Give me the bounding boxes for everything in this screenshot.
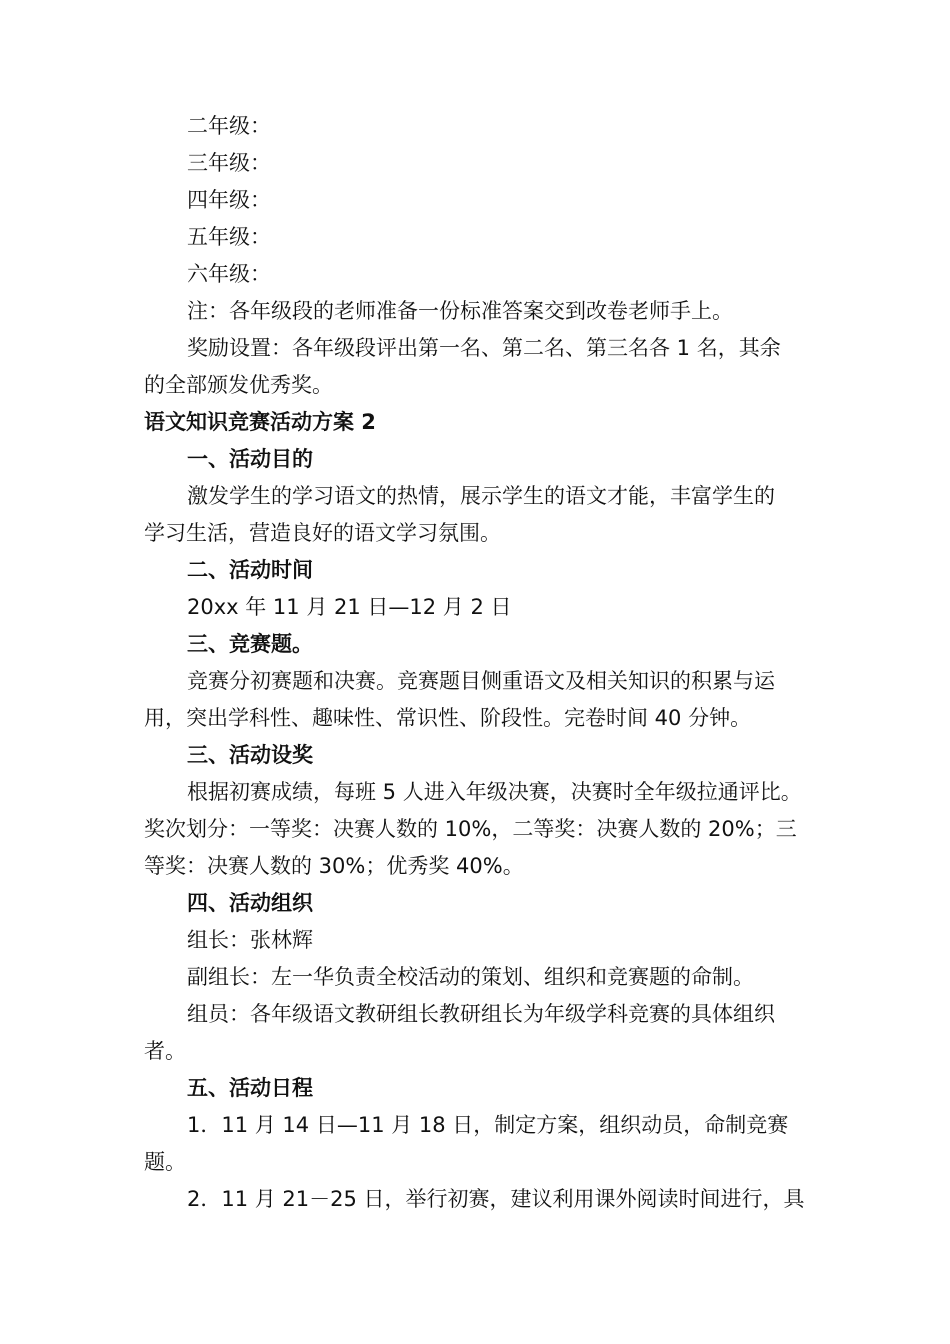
time-paragraph: 20xx 年 11 月 21 日—12 月 2 日 [187,595,512,619]
members-paragraph-line-2: 者。 [144,1039,186,1063]
heading-organization: 四、活动组织 [187,891,313,915]
questions-paragraph-line-1: 竞赛分初赛题和决赛。竞赛题目侧重语文及相关知识的积累与运 [187,669,775,693]
awards-paragraph-line-3: 等奖：决赛人数的 30%；优秀奖 40%。 [144,854,524,878]
purpose-paragraph-line-1: 激发学生的学习语文的热情，展示学生的语文才能，丰富学生的 [187,484,775,508]
awards-paragraph-line-1: 根据初赛成绩，每班 5 人进入年级决赛，决赛时全年级拉通评比。 [187,780,802,804]
heading-awards: 三、活动设奖 [187,743,313,767]
heading-purpose: 一、活动目的 [187,447,313,471]
grade-3-label: 三年级： [187,151,271,175]
heading-questions: 三、竞赛题。 [187,632,313,656]
heading-schedule: 五、活动日程 [187,1076,313,1100]
section-title: 语文知识竞赛活动方案 2 [144,410,376,434]
heading-time: 二、活动时间 [187,558,313,582]
deputy-leader-line: 副组长：左一华负责全校活动的策划、组织和竞赛题的命制。 [187,965,754,989]
grade-5-label: 五年级： [187,225,271,249]
schedule-item-1-line-2: 题。 [144,1150,186,1174]
questions-paragraph-line-2: 用，突出学科性、趣味性、常识性、阶段性。完卷时间 40 分钟。 [144,706,752,730]
leader-line: 组长：张林辉 [187,928,313,952]
schedule-item-1-line-1: 1．11 月 14 日—11 月 18 日，制定方案，组织动员，命制竞赛 [187,1113,789,1137]
purpose-paragraph-line-2: 学习生活，营造良好的语文学习氛围。 [144,521,501,545]
awards-paragraph-line-2: 奖次划分：一等奖：决赛人数的 10%，二等奖：决赛人数的 20%；三 [144,817,797,841]
grade-2-label: 二年级： [187,114,271,138]
note-paragraph: 注：各年级段的老师准备一份标准答案交到改卷老师手上。 [187,299,733,323]
grade-6-label: 六年级： [187,262,271,286]
schedule-item-2-line-1: 2．11 月 21－25 日，举行初赛，建议利用课外阅读时间进行，具 [187,1187,805,1211]
members-paragraph-line-1: 组员：各年级语文教研组长教研组长为年级学科竞赛的具体组织 [187,1002,775,1026]
award-paragraph-line-2: 的全部颁发优秀奖。 [144,373,333,397]
award-paragraph-line-1: 奖励设置：各年级段评出第一名、第二名、第三名各 1 名，其余 [187,336,781,360]
grade-4-label: 四年级： [187,188,271,212]
